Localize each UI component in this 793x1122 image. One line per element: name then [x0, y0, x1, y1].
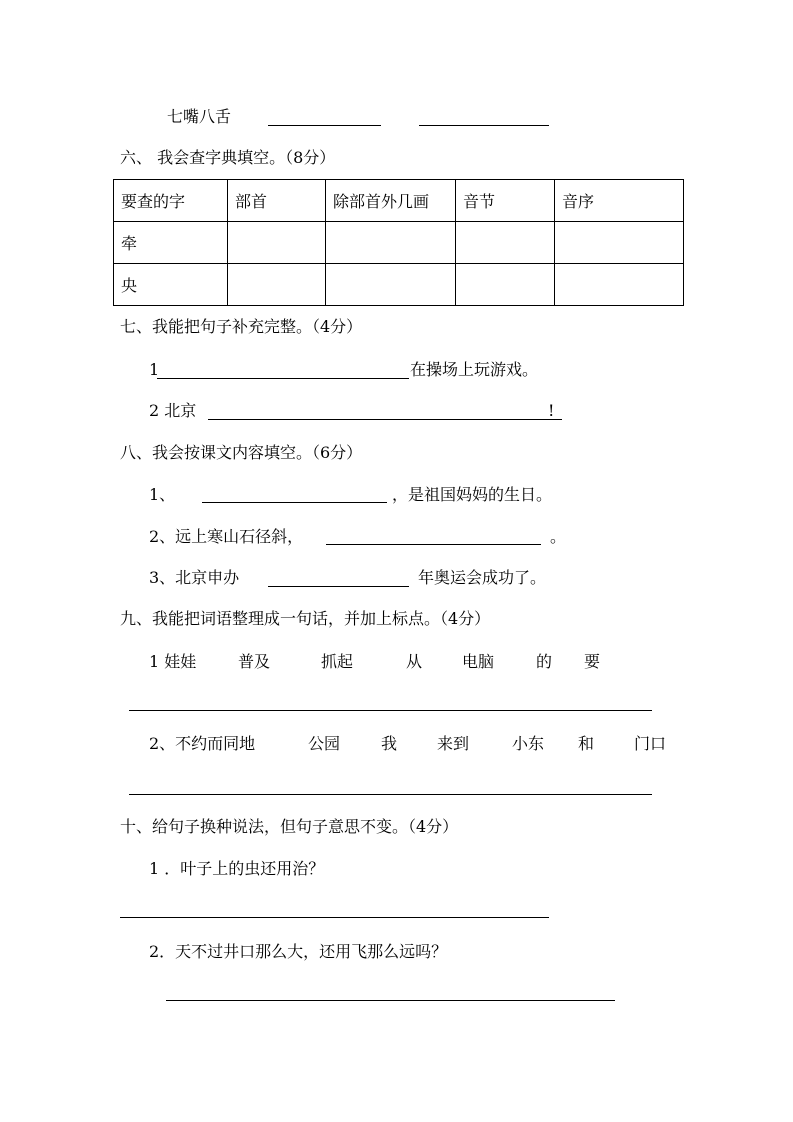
q8-item2-prefix: 2、远上寒山石径斜，	[149, 527, 304, 546]
q9-word: 普及	[238, 652, 271, 671]
table-cell: 央	[114, 264, 228, 306]
q9-word: 电脑	[462, 652, 495, 671]
q10-item2-answer-line[interactable]	[166, 1000, 615, 1001]
q10-item1-answer-line[interactable]	[120, 917, 549, 918]
q8-item3-prefix: 3、北京申办	[149, 568, 240, 587]
answer-cell[interactable]	[228, 222, 326, 264]
table-cell: 牵	[114, 222, 228, 264]
q8-item1-blank[interactable]	[202, 502, 387, 503]
q8-item2-suffix: 。	[550, 527, 567, 546]
q8-heading: 八、我会按课文内容填空。（6分）	[120, 443, 363, 462]
table-row	[114, 222, 684, 264]
header-cell: 要查的字	[114, 180, 228, 222]
idiom-text: 七嘴八舌	[167, 107, 232, 126]
header-cell: 音节	[456, 180, 555, 222]
q7-item2-prefix: 2 北京	[149, 401, 197, 420]
q8-item3-suffix: 年奥运会成功了。	[418, 568, 547, 587]
q7-item1-blank[interactable]	[157, 378, 409, 379]
answer-cell[interactable]	[326, 264, 456, 306]
q9-word: 我	[381, 734, 398, 753]
answer-cell[interactable]	[326, 222, 456, 264]
header-cell: 音序	[555, 180, 684, 222]
dictionary-table	[113, 179, 684, 306]
q8-item1-suffix: ，是祖国妈妈的生日。	[392, 485, 553, 504]
q7-item2-blank[interactable]	[208, 419, 562, 420]
q7-item1-suffix: 在操场上玩游戏。	[410, 360, 539, 379]
q9-word: 1 娃娃	[149, 652, 197, 671]
q9-word: 要	[584, 652, 601, 671]
q6-heading: 六、 我会查字典填空。（8分）	[120, 148, 336, 167]
answer-cell[interactable]	[228, 264, 326, 306]
q9-word: 从	[406, 652, 423, 671]
q9-word: 门口	[634, 734, 667, 753]
answer-cell[interactable]	[555, 222, 684, 264]
q7-item1-number: 1	[149, 360, 160, 379]
q9-item1-answer-line[interactable]	[129, 710, 652, 711]
table-row	[114, 264, 684, 306]
answer-cell[interactable]	[456, 222, 555, 264]
q9-word: 的	[536, 652, 553, 671]
q9-word: 和	[578, 734, 595, 753]
q9-word: 2、不约而同地	[149, 734, 256, 753]
q9-word: 小东	[512, 734, 545, 753]
idiom-blank-2[interactable]	[419, 125, 549, 126]
q7-heading: 七、我能把句子补充完整。（4分）	[120, 317, 363, 336]
q10-heading: 十、给句子换种说法，但句子意思不变。（4分）	[120, 817, 459, 836]
idiom-blank-1[interactable]	[268, 125, 381, 126]
q9-item2-answer-line[interactable]	[129, 794, 652, 795]
answer-cell[interactable]	[456, 264, 555, 306]
q8-item3-blank[interactable]	[268, 586, 409, 587]
header-cell: 部首	[228, 180, 326, 222]
q9-heading: 九、我能把词语整理成一句话，并加上标点。（4分）	[120, 609, 491, 628]
q9-word: 公园	[308, 734, 341, 753]
q9-word: 来到	[437, 734, 470, 753]
q9-word: 抓起	[321, 652, 354, 671]
header-cell: 除部首外几画	[326, 180, 456, 222]
table-header-row	[114, 180, 684, 222]
q7-item2-suffix: !	[548, 401, 555, 420]
answer-cell[interactable]	[555, 264, 684, 306]
q8-item1-prefix: 1、	[149, 485, 176, 504]
q10-item1: 1 ．叶子上的虫还用治？	[149, 859, 325, 878]
q8-item2-blank[interactable]	[326, 544, 541, 545]
q10-item2: 2．天不过井口那么大，还用飞那么远吗？	[149, 942, 448, 961]
